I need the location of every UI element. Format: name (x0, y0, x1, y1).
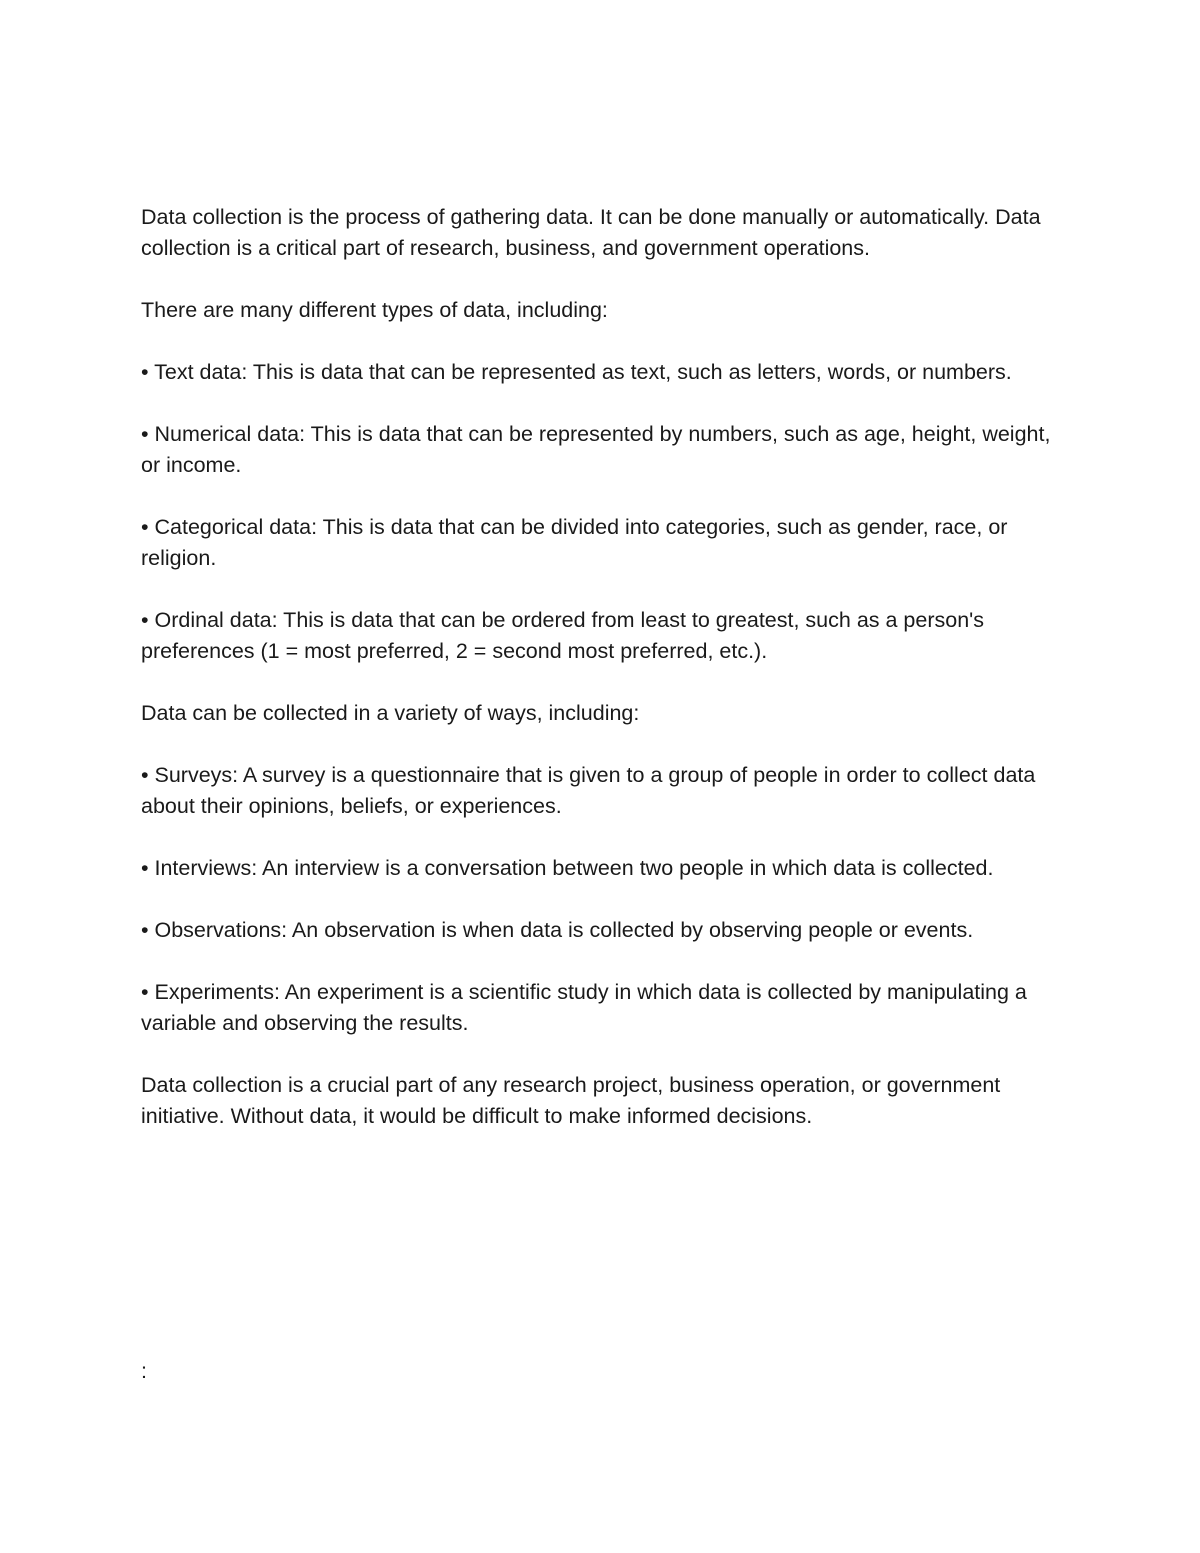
list-item-ordinal-data: • Ordinal data: This is data that can be ordered from least to greatest, such as a person's preferences (1 = most preferred, 2 = second most preferred, etc.). (141, 608, 985, 663)
collection-methods-heading: Data can be collected in a variety of ways, including: (141, 701, 640, 725)
list-item-interviews: • Interviews: An interview is a conversation between two people in which data is collected. (141, 856, 994, 880)
intro-paragraph: Data collection is the process of gathering data. It can be done manually or automatically. Data collection is a critical part of research, business, and government operations. (141, 205, 1041, 260)
list-item-text-data: • Text data: This is data that can be represented as text, such as letters, words, or numbers. (141, 360, 1012, 384)
list-item-numerical-data: • Numerical data: This is data that can be represented by numbers, such as age, height, weight, or income. (141, 422, 1051, 477)
list-item-experiments: • Experiments: An experiment is a scientific study in which data is collected by manipulating a variable and observing the results. (141, 980, 1027, 1035)
list-item-observations: • Observations: An observation is when data is collected by observing people or events. (141, 918, 974, 942)
list-item-surveys: • Surveys: A survey is a questionnaire that is given to a group of people in order to collect data about their opinions, beliefs, or experiences. (141, 763, 1036, 818)
data-types-heading: There are many different types of data, including: (141, 298, 608, 322)
trailing-colon: : (141, 1359, 147, 1383)
list-item-categorical-data: • Categorical data: This is data that can be divided into categories, such as gender, race, or religion. (141, 515, 1008, 570)
document-body (141, 202, 1066, 1163)
conclusion-paragraph: Data collection is a crucial part of any research project, business operation, or government initiative. Without data, it would be difficult to make informed decisions. (141, 1073, 1001, 1128)
